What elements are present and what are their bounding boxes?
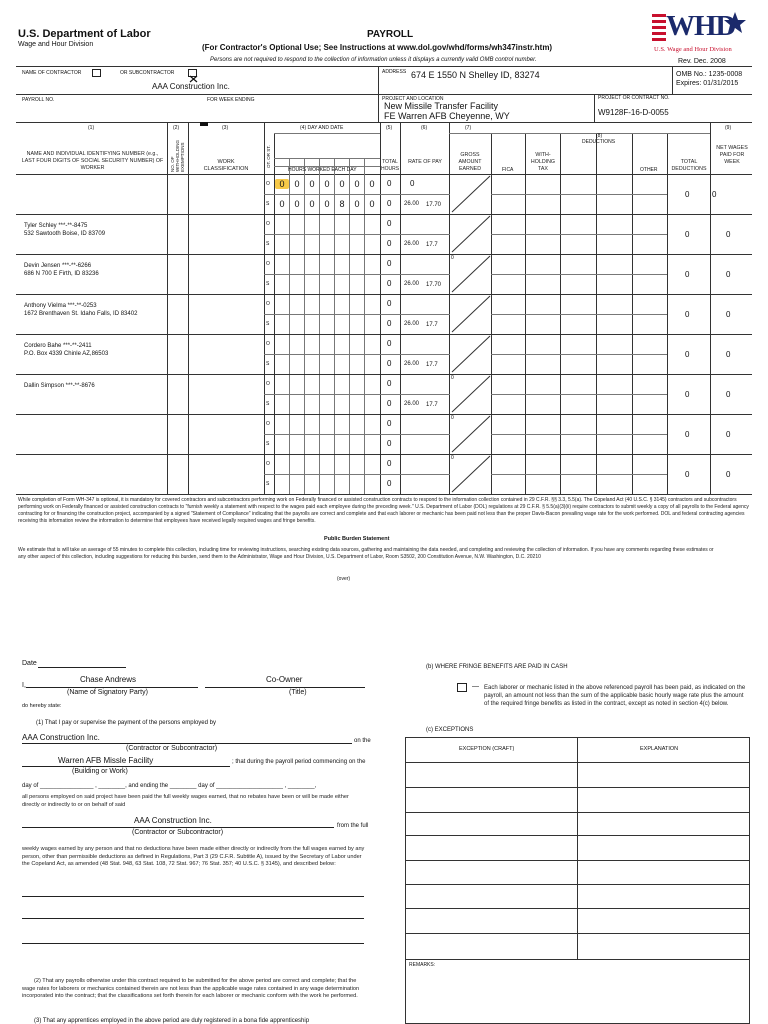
o-hours-day[interactable]: 0 <box>354 179 360 189</box>
col-3-number: (3) <box>222 125 229 131</box>
withholding-tax-header: WITH- HOLDING TAX <box>530 152 556 172</box>
ot-st-divider <box>264 434 450 435</box>
signatory-caption: (Name of Signatory Party) <box>67 689 148 696</box>
department-name: U.S. Department of Labor <box>18 28 151 40</box>
st-label: S <box>266 401 270 407</box>
gross-amount-slash <box>450 414 491 454</box>
contractor-address[interactable]: 674 E 1550 N Shelley ID, 83274 <box>411 70 540 80</box>
fringe-rate[interactable]: 17.7 <box>426 242 438 248</box>
rate-of-pay[interactable]: 26.00 <box>404 241 420 247</box>
fringe-rate[interactable]: 17.7 <box>426 322 438 328</box>
s-total-hours[interactable]: 0 <box>387 439 392 448</box>
col-8-number: (8) <box>596 133 603 139</box>
gross-amount-header: GROSS AMOUNT EARNED <box>458 152 482 172</box>
building-caption: (Building or Work) <box>72 768 128 775</box>
project-line-2[interactable]: FE Warren AFB Cheyenne, WY <box>384 111 510 121</box>
o-total-hours[interactable]: 0 <box>387 219 392 228</box>
ded-divider <box>491 474 667 475</box>
fringe-title: (b) WHERE FRINGE BENEFITS ARE PAID IN CASH <box>426 664 568 670</box>
row-divider <box>16 294 752 295</box>
form-subtitle: (For Contractor's Optional Use; See Instructions at www.dol.gov/whd/forms/wh347instr.htm) <box>202 43 553 52</box>
row-divider <box>16 374 752 375</box>
total-hours-header: TOTAL HOURS <box>380 159 400 172</box>
worker-name[interactable]: Anthony Vielma ***-**-0253 <box>24 303 97 309</box>
ded-divider <box>491 394 667 395</box>
contractor-label: NAME OF CONTRACTOR <box>22 70 82 76</box>
gross-amount[interactable]: 0 <box>451 455 454 461</box>
fringe-rate[interactable]: 17.70 <box>426 282 442 288</box>
worker-address[interactable]: P.O. Box 4339 Chinle AZ,86503 <box>24 351 109 357</box>
title-caption: (Title) <box>289 689 307 696</box>
contract-number[interactable]: W9128F-16-D-0055 <box>598 108 669 117</box>
burden-text: We estimate that is will take an average of 55 minutes to complete this collection, including time for reviewing instructions, searching existing data sources, gathering and maintaining the data needed, and completing and reviewing the collection of information. If you have any comments regarding these estimates or any other aspect of this collection, including suggestions for reducing this burden, send them to the Administrator, Wage and Hour Division, U.S. Department of Labor, Room S3502, 200 Constitution Avenue, N.W. Washington, D.C. 20210 <box>18 547 714 560</box>
hereby-text: do hereby state: <box>22 703 62 709</box>
s-hours-day[interactable]: 0 <box>309 199 315 209</box>
s-total-hours[interactable]: 0 <box>387 239 392 248</box>
gross-amount-slash <box>450 174 491 214</box>
o-total-hours[interactable]: 0 <box>387 259 392 268</box>
other-header: OTHER <box>640 167 658 173</box>
signatory-name[interactable]: Chase Andrews <box>80 675 137 684</box>
all-persons-text: all persons employed on said project have been paid the full weekly wages earned, that no rebates have been or will be made either directly or indirectly to or on behalf of said <box>22 794 349 808</box>
exception-row[interactable] <box>405 787 750 788</box>
s-hours-day[interactable]: 8 <box>339 199 345 209</box>
o-hours-day[interactable]: 0 <box>309 179 315 189</box>
building-name[interactable]: Warren AFB Missle Facility <box>58 756 154 765</box>
omb-number: OMB No.: 1235-0008 <box>676 71 743 78</box>
s-total-hours[interactable]: 0 <box>387 479 392 488</box>
contractor-name[interactable]: AAA Construction Inc. <box>152 82 230 91</box>
exception-row[interactable] <box>405 835 750 836</box>
deduction-line-3[interactable] <box>22 943 364 944</box>
ot-st-divider <box>264 474 450 475</box>
net-wages-header: NET WAGES PAID FOR WEEK <box>716 145 748 165</box>
exception-row[interactable] <box>405 860 750 861</box>
during-text: ; that during the payroll period commencing on the <box>232 759 366 765</box>
col-6-number: (6) <box>421 125 428 131</box>
ot-label: O <box>266 221 270 227</box>
st-label: S <box>266 241 270 247</box>
deductions-header: DEDUCTIONS <box>582 139 616 145</box>
o-hours-day[interactable]: 0 <box>324 179 330 189</box>
worker-name[interactable]: Tyler Schley ***-**-8475 <box>24 223 88 229</box>
ded-divider <box>491 434 667 435</box>
exception-row[interactable] <box>405 908 750 909</box>
net-wages[interactable]: 0 <box>726 310 731 319</box>
exception-row[interactable] <box>405 812 750 813</box>
net-wages[interactable]: 0 <box>726 470 731 479</box>
net-wages[interactable]: 0 <box>726 230 731 239</box>
fringe-rate[interactable]: 17.70 <box>426 202 442 208</box>
employer-caption-2: (Contractor or Subcontractor) <box>132 829 224 836</box>
total-deductions[interactable]: 0 <box>685 470 690 479</box>
on-the-text: on the <box>354 738 371 744</box>
gross-amount-slash <box>450 294 491 334</box>
ot-label: O <box>266 341 270 347</box>
fringe-cash-checkbox[interactable] <box>457 683 467 692</box>
s-total-hours[interactable]: 0 <box>387 199 392 208</box>
row-divider <box>16 334 752 335</box>
burden-title: Public Burden Statement <box>324 536 390 542</box>
s-hours-day[interactable]: 0 <box>324 199 330 209</box>
project-label: PROJECT AND LOCATION <box>382 96 444 102</box>
row-divider <box>16 214 752 215</box>
o-total-hours[interactable]: 0 <box>387 459 392 468</box>
ot-st-divider <box>264 354 450 355</box>
col-5-number: (5) <box>386 125 393 131</box>
hours-each-day-header: HOURS WORKED EACH DAY <box>288 167 357 173</box>
st-label: S <box>266 201 270 207</box>
remarks-box[interactable] <box>405 960 750 1024</box>
st-label: S <box>266 281 270 287</box>
net-wages[interactable]: 0 <box>712 190 717 199</box>
disclaimer-text: While completion of Form WH-347 is optional, it is mandatory for covered contractors and subcontractors performing work on Federally financed or assisted construction contracts to respond to the information collection contained in 29 C.F.R. §§ 3.3, 5.5(a). The Copeland Act (40 U.S.C. § 3145) contractors and subcontractors performing work on Federally financed or assisted construction contracts to "furnish weekly a statement with respect to the wages paid each employee during the preceding week." U.S. Department of Labor (DOL) regulations at 29 C.F.R. § 5.5(a)(3)(ii) require contractors to submit weekly a copy of all payrolls to the Federal agency contracting for or financing the construction project, accompanied by a signed "Statement of Compliance" indicating that the payrolls are correct and complete and that each laborer or mechanic has been paid not less than the proper Davis-Bacon prevailing wage rate for the work performed. DOL and federal contracting agencies receiving this information review the information to determine that employees have received legally required wages and fringe benefits. <box>18 497 749 524</box>
gross-amount-slash <box>450 454 491 494</box>
subcontractor-checkbox[interactable] <box>188 69 197 77</box>
worker-name[interactable]: Cordero Bahe ***-**-2411 <box>24 343 92 349</box>
rate-of-pay-header: RATE OF PAY <box>408 159 442 165</box>
o-total-hours[interactable]: 0 <box>387 419 392 428</box>
exception-craft-header: EXCEPTION (CRAFT) <box>459 746 515 752</box>
ded-divider <box>491 274 667 275</box>
total-deductions[interactable]: 0 <box>685 350 690 359</box>
subcontractor-label: OR SUBCONTRACTOR <box>120 70 175 76</box>
work-classification-header: WORK CLASSIFICATION <box>203 159 249 172</box>
total-deductions[interactable]: 0 <box>685 430 690 439</box>
employer-name[interactable]: AAA Construction Inc. <box>22 733 100 742</box>
gross-amount[interactable]: 0 <box>451 375 454 381</box>
ded-divider <box>491 234 667 235</box>
omb-notice: Persons are not required to respond to the collection of information unless it displays a currently valid OMB control number. <box>210 57 537 63</box>
contractor-checkbox[interactable] <box>92 69 101 77</box>
explanation-header: EXPLANATION <box>640 746 679 752</box>
fringe-dash: — <box>472 683 479 690</box>
s-hours-day[interactable]: 0 <box>294 199 300 209</box>
s-total-hours[interactable]: 0 <box>387 319 392 328</box>
ded-divider <box>491 354 667 355</box>
ot-st-divider <box>264 274 450 275</box>
s-total-hours[interactable]: 0 <box>387 359 392 368</box>
ot-label: O <box>266 261 270 267</box>
net-wages[interactable]: 0 <box>726 430 731 439</box>
rate-of-pay[interactable]: 26.00 <box>404 321 420 327</box>
s-hours-day[interactable]: 0 <box>369 199 375 209</box>
o-hours-day[interactable]: 0 <box>339 179 345 189</box>
employer-caption: (Contractor or Subcontractor) <box>126 745 218 752</box>
date-line[interactable] <box>38 667 126 668</box>
o-total-hours[interactable]: 0 <box>387 179 392 188</box>
o-total-hours[interactable]: 0 <box>387 299 392 308</box>
col-2-number: (2) <box>173 125 180 131</box>
weekly-wages-text: weekly wages earned by any person and that no deductions have been made either directly or indirectly from the full wages earned by any person, other than permissible deductions as defined in Regulations, Part 3 (29 C.F.R. Subtitle A), issued by the Secretary of Labor under the Copeland Act, as amended (48 Stat. 948, 63 Stat. 108, 72 Stat. 967; 76 Stat. 357; 40 U.S.C. § 3145), and described below: <box>22 846 365 867</box>
gross-amount[interactable]: 0 <box>451 255 454 261</box>
ot-label: O <box>266 381 270 387</box>
s-hours-day[interactable]: 0 <box>279 199 285 209</box>
total-deductions-header: TOTAL DEDUCTIONS <box>671 159 707 172</box>
gross-amount-slash <box>450 214 491 254</box>
ot-st-divider <box>264 394 450 395</box>
col-4-number: (4) DAY AND DATE <box>300 125 344 131</box>
ot-label: O <box>266 461 270 467</box>
statement-3-text: (3) That any apprentices employed in the above period are duly registered in a bona fide apprenticeship <box>34 1018 310 1024</box>
gross-amount[interactable]: 0 <box>451 415 454 421</box>
worker-address[interactable]: 532 Sawtooth Boise, ID 83709 <box>24 231 106 237</box>
form-title: PAYROLL <box>367 29 414 40</box>
st-label: S <box>266 321 270 327</box>
whd-logo <box>650 8 750 56</box>
employer-name-2[interactable]: AAA Construction Inc. <box>134 816 212 825</box>
total-deductions[interactable]: 0 <box>685 310 690 319</box>
gross-amount-slash <box>450 334 491 374</box>
exception-row[interactable] <box>405 933 750 934</box>
total-deductions[interactable]: 0 <box>685 230 690 239</box>
rate-of-pay[interactable]: 26.00 <box>404 401 420 407</box>
row-divider <box>16 254 752 255</box>
fica-header: FICA <box>502 167 514 173</box>
o-hours-day[interactable]: 0 <box>369 179 375 189</box>
ot-label: O <box>266 181 270 187</box>
period-dates-line[interactable]: day of ________________ , ________, and ending the ________ day of ____________________ , ________, <box>22 783 317 789</box>
total-deductions[interactable]: 0 <box>685 190 690 199</box>
rate-of-pay[interactable]: 26.00 <box>404 281 420 287</box>
revision: Rev. Dec. 2008 <box>678 58 726 65</box>
fringe-rate[interactable]: 17.7 <box>426 402 438 408</box>
o-total-hours[interactable]: 0 <box>387 339 392 348</box>
exceptions-title: (c) EXCEPTIONS <box>426 727 474 733</box>
ot-label: O <box>266 421 270 427</box>
fringe-rate[interactable]: 17.7 <box>426 362 438 368</box>
fringe-text: Each laborer or mechanic listed in the above referenced payroll has been paid, as indicated on the payroll, an amount not less than the sum of the applicable basic hourly wage rate plus the amount of the required fringe benefits as listed in the contract, except as noted in section 4(c) below. <box>484 685 746 707</box>
week-ending-label: FOR WEEK ENDING <box>207 97 255 103</box>
s-hours-day[interactable]: 0 <box>354 199 360 209</box>
worker-name[interactable]: Devin Jensen ***-**-6266 <box>24 263 92 269</box>
worker-address[interactable]: 1672 Brenthaven St. Idaho Falls, ID 83402 <box>24 311 138 317</box>
gross-amount-slash <box>450 254 491 294</box>
deduction-line-2[interactable] <box>22 918 364 919</box>
worker-name[interactable]: Dallin Simpson ***-**-8676 <box>24 383 95 389</box>
gross-amount-slash <box>450 374 491 414</box>
project-line-1[interactable]: New Missile Transfer Facility <box>384 101 499 111</box>
o-total-hours[interactable]: 0 <box>387 379 392 388</box>
statement-2-text: (2) That any payrolls otherwise under this contract required to be submitted for the above period are correct and complete; that the wage rates for laborers or mechanics contained therein are not less than the applicable wage rates contained in any wage determination incorporated into the contract; that the classifications set forth therein for each laborer or mechanic conform with the work he performed. <box>22 978 360 999</box>
row-divider <box>16 414 752 415</box>
remarks-label: REMARKS: <box>409 962 436 968</box>
contract-label: PROJECT OR CONTRACT NO. <box>598 95 670 101</box>
i-label: I, <box>22 682 26 689</box>
rate-of-pay[interactable]: 26.00 <box>404 201 420 207</box>
st-label: S <box>266 481 270 487</box>
logo-caption: U.S. Wage and Hour Division <box>654 46 732 53</box>
ot-st-header: OT. OR ST. <box>266 145 271 168</box>
col-9-number: (9) <box>725 125 732 131</box>
over-note: (over) <box>337 576 351 582</box>
col-1-number: (1) <box>88 125 95 131</box>
statement-1-text: (1) That I pay or supervise the payment of the persons employed by <box>36 720 216 726</box>
o-hours-day[interactable]: 0 <box>275 179 289 189</box>
withholding-header: NO. OF WITHHOLDING EXEMPTIONS <box>170 140 185 172</box>
net-wages[interactable]: 0 <box>726 390 731 399</box>
omb-expires: Expires: 01/31/2015 <box>676 80 739 87</box>
s-total-hours[interactable]: 0 <box>387 399 392 408</box>
name-column-header: NAME AND INDIVIDUAL IDENTIFYING NUMBER (e.g., LAST FOUR DIGITS OF SOCIAL SECURITY NUMBER) OF WORKER <box>21 151 164 171</box>
ot-label: O <box>266 301 270 307</box>
o-hours-day[interactable]: 0 <box>294 179 300 189</box>
total-deductions[interactable]: 0 <box>685 390 690 399</box>
ot-st-divider <box>264 194 450 195</box>
ot-st-divider <box>264 314 450 315</box>
title-value[interactable]: Co-Owner <box>266 675 303 684</box>
ot-st-divider <box>264 234 450 235</box>
division-name: Wage and Hour Division <box>18 41 94 48</box>
net-wages[interactable]: 0 <box>726 270 731 279</box>
rate-of-pay[interactable]: 26.00 <box>404 361 420 367</box>
logo-text: WHD <box>666 10 736 42</box>
address-label: ADDRESS <box>382 69 407 75</box>
st-label: S <box>266 441 270 447</box>
exception-row[interactable] <box>405 884 750 885</box>
ded-divider <box>491 194 667 195</box>
row-divider <box>16 494 752 495</box>
row-divider <box>16 454 752 455</box>
date-label: Date <box>22 660 37 667</box>
st-label: S <box>266 361 270 367</box>
deduction-line-1[interactable] <box>22 896 364 897</box>
net-wages[interactable]: 0 <box>726 350 731 359</box>
payroll-no-label: PAYROLL NO. <box>22 97 55 103</box>
s-total-hours[interactable]: 0 <box>387 279 392 288</box>
from-full-text: from the full <box>337 823 369 829</box>
worker-address[interactable]: 686 N 700 E Firth, ID 83236 <box>24 271 99 277</box>
ded-divider <box>491 314 667 315</box>
col-7-number: (7) <box>465 125 472 131</box>
o-rate-value[interactable]: 0 <box>410 179 415 188</box>
total-deductions[interactable]: 0 <box>685 270 690 279</box>
